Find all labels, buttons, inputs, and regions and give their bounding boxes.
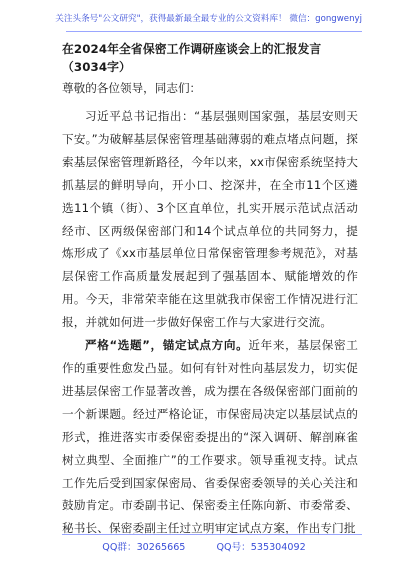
page-footer <box>0 534 408 564</box>
header-notice: 关注头条号"公文研究"，获得最新最全最专业的公文资料库！ 微信：gongwenyj <box>55 14 362 24</box>
paragraph-1 <box>62 105 358 334</box>
document-greeting: 尊敬的各位领导，同志们： <box>62 81 202 95</box>
paragraph-1-text: 习近平总书记指出：“基层强则国家强，基层安则天下安。”为破解基层保密管理基础薄弱的难点堵点问题，探索基层保密管理新路径，今年以来，xx市保密系统坚持大抓基层的鲜明导向，开小口、挖深井，在全市11个区遴选11个镇（街）、3个区直单位，扎实开展示范试点活动经市、区两级保密部门和14个试点单位的共同努力，提炼形成了《xx市基层单位日常保密管理参考规范》，对基层保密工作高质量发展起到了强基固本、赋能增效的作用。今天，非常荣幸能在这里就我市保密工作情况进行汇报，并就如何进一步做好保密工作与大家进行交流。 <box>62 109 358 330</box>
footer-contacts <box>0 539 408 553</box>
footer-qq-group: QQ群：30265665 <box>102 542 186 553</box>
footer-qq-number: QQ号：535304092 <box>216 542 306 553</box>
page-header <box>0 0 408 34</box>
document-title: 在2024年全省保密工作调研座谈会上的汇报发言（3034字） <box>62 42 322 74</box>
header-divider <box>66 31 362 32</box>
document-body <box>62 40 358 540</box>
paragraph-2 <box>62 334 358 540</box>
footer-divider <box>62 534 362 535</box>
paragraph-2-text: 近年来，基层保密工作的重要性愈发凸显。如何有针对性向基层发力，切实促进基层保密工作显著改善，成为摆在各级保密部门面前的一个新课题。经过严格论证，市保密局决定以基层试点的形式，推进落实市委保密委提出的“深入调研、解剖麻雀树立典型、全面推广”的工作要求。领导重视支持。试点工作先后受到国家保密局、省委保密委领导的关心关注和鼓励肯定。市委副书记、保密委主任陈向新、市委常委、秘书长、保密委副主任过立明审定试点方案，作出专门批 <box>62 338 358 536</box>
paragraph-2-lead: 严格“选题”，锚定试点方向。 <box>85 338 249 353</box>
